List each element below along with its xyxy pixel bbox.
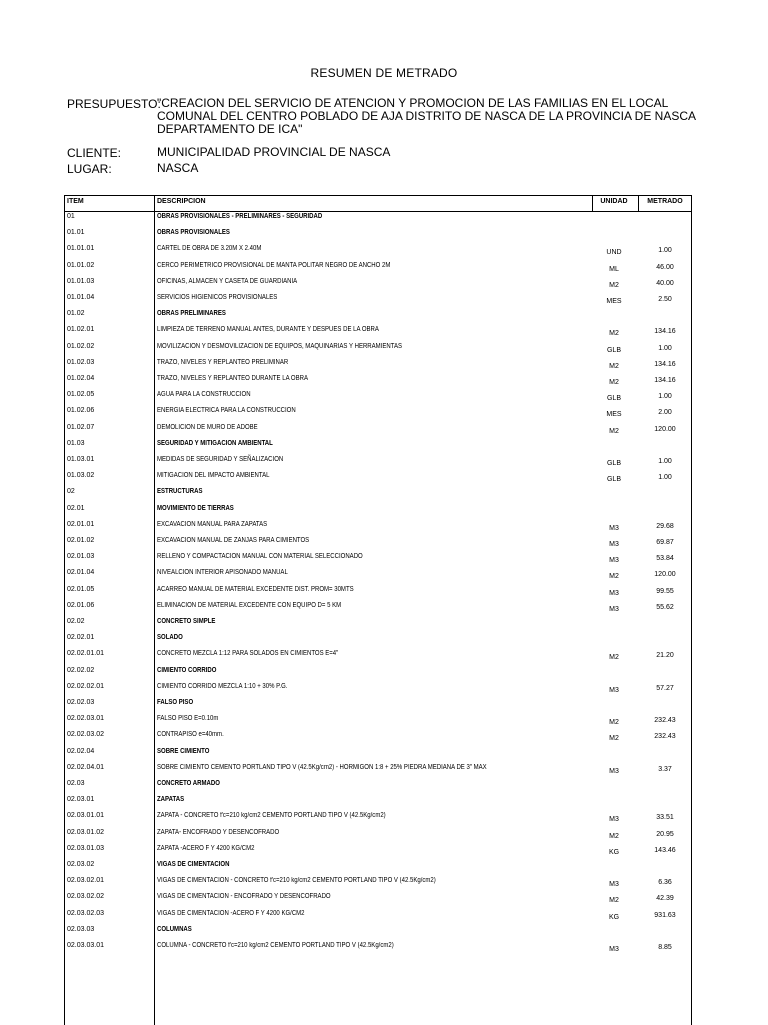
table-row — [65, 520, 691, 536]
row-unit: GLB — [606, 476, 621, 484]
table-row — [65, 698, 691, 714]
row-description: VIGAS DE CIMENTACION - CONCRETO f'c=210 kg/cm2 CEMENTO PORTLAND TIPO V (42.5Kg/cm2) — [157, 877, 436, 885]
row-unit: M2 — [609, 379, 619, 386]
row-item: 02 — [67, 488, 75, 496]
row-item: 02.03.01.01 — [67, 812, 104, 820]
row-description: VIGAS DE CIMENTACION - ENCOFRADO Y DESENCOFRADO — [157, 893, 331, 901]
row-metrado: 57.27 — [656, 684, 674, 692]
row-description: OBRAS PROVISIONALES — [157, 229, 230, 237]
table-row — [65, 828, 691, 844]
table-row — [65, 261, 691, 277]
table-row — [65, 601, 691, 617]
row-item: 01.02.06 — [67, 407, 95, 415]
row-description: CERCO PERIMETRICO PROVISIONAL DE MANTA POLITAR NEGRO DE ANCHO 2M — [157, 261, 391, 269]
row-metrado: 232.43 — [654, 733, 676, 741]
row-item: 01.02.07 — [67, 423, 95, 431]
row-metrado: 20.95 — [656, 830, 674, 838]
table-row — [65, 876, 691, 892]
row-description: SERVICIOS HIGIENICOS PROVISIONALES — [157, 294, 278, 301]
row-item: 01.02.04 — [67, 375, 95, 382]
row-item: 01.01.01 — [67, 245, 95, 253]
row-metrado: 143.46 — [654, 846, 676, 854]
row-unit: GLB — [606, 395, 621, 403]
column-divider-3 — [638, 196, 639, 212]
row-item: 02.02.01 — [67, 634, 95, 642]
row-metrado: 1.00 — [658, 393, 672, 401]
row-item: 02.03.01.03 — [67, 844, 104, 852]
row-description: DEMOLICION DE MURO DE ADOBE — [157, 423, 258, 431]
column-header-descripcion: DESCRIPCION — [157, 198, 206, 205]
row-unit: KG — [608, 848, 620, 856]
row-description: EXCAVACION MANUAL PARA ZAPATAS — [157, 520, 268, 528]
row-metrado: 120.00 — [654, 425, 676, 433]
row-metrado: 21.20 — [656, 652, 674, 660]
row-description: MEDIDAS DE SEGURIDAD Y SEÑALIZACION — [157, 456, 284, 463]
row-description: SEGURIDAD Y MITIGACION AMBIENTAL — [157, 439, 273, 447]
row-item: 02.01.03 — [67, 553, 95, 561]
row-item: 02.02.03.02 — [67, 731, 104, 739]
table-row — [65, 471, 691, 487]
table-row — [65, 892, 691, 908]
row-description: CONCRETO SIMPLE — [157, 618, 216, 625]
row-item: 02.02.02.01 — [67, 682, 104, 690]
table-row — [65, 763, 691, 779]
row-description: MOVIMIENTO DE TIERRAS — [157, 504, 234, 512]
lugar-value: NASCA — [157, 161, 199, 175]
row-unit: M3 — [609, 589, 619, 597]
row-description: VIGAS DE CIMENTACION — [157, 861, 230, 868]
row-description: CONTRAPISO e=40mm. — [157, 731, 224, 739]
row-unit: M3 — [609, 557, 619, 565]
row-description: OFICINAS, ALMACEN Y CASETA DE GUARDIANIA — [157, 277, 298, 285]
table-row — [65, 747, 691, 763]
row-unit: M3 — [609, 816, 619, 824]
row-unit: ML — [609, 265, 619, 273]
row-item: 02.03.01 — [67, 796, 95, 804]
row-item: 01.03 — [67, 439, 85, 447]
table-row — [65, 925, 691, 941]
table-row — [65, 909, 691, 925]
table-row — [65, 536, 691, 552]
row-description: AGUA PARA LA CONSTRUCCION — [157, 391, 251, 399]
table-row — [65, 941, 691, 957]
table-row — [65, 293, 691, 309]
table-row — [65, 730, 691, 746]
metrado-table — [64, 195, 692, 1025]
row-unit: M3 — [609, 767, 619, 775]
row-item: 01.02.01 — [67, 326, 95, 334]
row-description: CONCRETO ARMADO — [157, 780, 220, 787]
row-item: 01.01.03 — [67, 277, 95, 285]
table-row — [65, 439, 691, 455]
row-metrado: 134.16 — [654, 328, 676, 336]
column-header-item: ITEM — [67, 198, 84, 205]
table-row — [65, 504, 691, 520]
row-metrado: 6.36 — [658, 879, 672, 887]
row-description: SOLADO — [157, 634, 183, 642]
row-description: TRAZO, NIVELES Y REPLANTEO PRELIMINAR — [157, 358, 289, 366]
row-description: ESTRUCTURAS — [157, 488, 203, 496]
row-metrado: 33.51 — [656, 814, 674, 822]
row-metrado: 3.37 — [658, 765, 672, 773]
row-item: 02.03.03.01 — [67, 942, 104, 949]
table-row — [65, 585, 691, 601]
row-item: 02.01.04 — [67, 569, 95, 577]
row-unit: KG — [608, 913, 620, 921]
row-description: RELLENO Y COMPACTACION MANUAL CON MATERIAL SELECCIONADO — [157, 553, 363, 561]
row-unit: M3 — [609, 605, 619, 613]
row-description: FALSO PISO E=0.10m — [157, 715, 219, 723]
row-description: VIGAS DE CIMENTACION -ACERO F Y 4200 KG/CM2 — [157, 909, 305, 917]
table-row — [65, 844, 691, 860]
row-metrado: 134.16 — [654, 377, 676, 384]
row-item: 02.01.01 — [67, 520, 95, 528]
row-metrado: 40.00 — [656, 279, 674, 287]
row-metrado: 55.62 — [656, 603, 674, 611]
table-row — [65, 779, 691, 795]
row-item: 02.01 — [67, 504, 85, 512]
row-unit: GLB — [606, 460, 621, 467]
row-item: 02.03.01.02 — [67, 828, 104, 836]
table-row — [65, 860, 691, 876]
table-row — [65, 423, 691, 439]
table-row — [65, 552, 691, 568]
row-description: ZAPATA - CONCRETO f'c=210 kg/cm2 CEMENTO PORTLAND TIPO V (42.5Kg/cm2) — [157, 812, 386, 820]
table-row — [65, 374, 691, 390]
row-description: COLUMNA - CONCRETO f'c=210 kg/cm2 CEMENTO PORTLAND TIPO V (42.5Kg/cm2) — [157, 942, 394, 949]
row-metrado: 1.00 — [658, 458, 672, 465]
row-item: 02.01.05 — [67, 585, 95, 593]
row-metrado: 2.50 — [658, 296, 672, 303]
row-item: 01.02.02 — [67, 342, 95, 350]
table-row — [65, 795, 691, 811]
column-header-metrado: METRADO — [647, 198, 683, 205]
row-metrado: 42.39 — [656, 895, 674, 903]
row-item: 02.02 — [67, 618, 85, 625]
row-item: 01.01.02 — [67, 261, 95, 269]
table-row — [65, 212, 691, 228]
row-description: ENERGIA ELECTRICA PARA LA CONSTRUCCION — [157, 407, 296, 415]
table-row — [65, 455, 691, 471]
table-row — [65, 649, 691, 665]
row-metrado: 931.63 — [654, 911, 676, 919]
row-unit: GLB — [606, 346, 621, 354]
table-header — [65, 196, 691, 212]
row-item: 02.01.02 — [67, 537, 95, 544]
row-unit: UND — [606, 249, 622, 257]
row-item: 02.02.04 — [67, 747, 95, 755]
row-description: ELIMINACION DE MATERIAL EXCEDENTE CON EQUIPO D= 5 KM — [157, 601, 342, 609]
row-item: 02.03.02 — [67, 861, 95, 868]
row-item: 02.01.06 — [67, 601, 95, 609]
row-unit: MES — [606, 411, 622, 419]
row-description: FALSO PISO — [157, 699, 194, 706]
row-unit: M3 — [609, 686, 619, 694]
row-item: 01.03.01 — [67, 456, 95, 463]
row-unit: M2 — [609, 330, 619, 338]
table-row — [65, 633, 691, 649]
row-metrado: 232.43 — [654, 717, 676, 725]
page-title: RESUMEN DE METRADO — [310, 66, 458, 80]
table-row — [65, 390, 691, 406]
row-unit: M2 — [609, 897, 619, 905]
row-description: CIMIENTO CORRIDO MEZCLA 1:10 + 30% P.G. — [157, 682, 288, 690]
row-unit: M3 — [609, 946, 619, 953]
row-item: 01.02.05 — [67, 391, 95, 399]
table-row — [65, 277, 691, 293]
row-item: 02.03.02.03 — [67, 909, 104, 917]
row-description: ZAPATA -ACERO F Y 4200 KG/CM2 — [157, 844, 255, 852]
row-item: 02.02.01.01 — [67, 650, 104, 658]
row-description: OBRAS PRELIMINARES — [157, 310, 226, 318]
row-item: 02.02.03.01 — [67, 715, 104, 723]
row-unit: M2 — [609, 719, 619, 727]
row-unit: M2 — [609, 427, 619, 435]
cliente-value: MUNICIPALIDAD PROVINCIAL DE NASCA — [157, 145, 391, 159]
row-item: 02.03.02.01 — [67, 877, 104, 885]
row-description: CIMIENTO CORRIDO — [157, 666, 217, 674]
table-row — [65, 358, 691, 374]
row-unit: M3 — [609, 881, 619, 889]
table-row — [65, 617, 691, 633]
row-metrado: 1.00 — [658, 474, 672, 482]
table-row — [65, 228, 691, 244]
presupuesto-value: "CREACION DEL SERVICIO DE ATENCION Y PROMOCION DE LAS FAMILIAS EN EL LOCAL COMUNAL DEL CENTRO POBLADO DE AJA DISTRITO DE NASCA DE LA PROVINCIA DE NASCA DEPARTAMENTO DE ICA" — [157, 96, 696, 136]
table-row — [65, 811, 691, 827]
row-item: 02.03 — [67, 780, 85, 787]
row-description: ZAPATAS — [157, 796, 185, 804]
row-item: 02.03.02.02 — [67, 893, 104, 901]
row-description: SOBRE CIMIENTO — [157, 747, 210, 755]
row-item: 02.02.03 — [67, 699, 95, 706]
row-item: 01.01 — [67, 229, 85, 237]
row-description: MITIGACION DEL IMPACTO AMBIENTAL — [157, 472, 270, 480]
row-metrado: 8.85 — [658, 944, 672, 951]
row-item: 02.03.03 — [67, 925, 95, 933]
table-row — [65, 406, 691, 422]
table-row — [65, 309, 691, 325]
table-row — [65, 568, 691, 584]
row-item: 02.02.02 — [67, 666, 95, 674]
row-description: SOBRE CIMIENTO CEMENTO PORTLAND TIPO V (42.5Kg/cm2) - HORMIGON 1:8 + 25% PIEDRA MEDIANA DE 3" MAX — [157, 763, 487, 771]
table-row — [65, 666, 691, 682]
row-metrado: 99.55 — [656, 587, 674, 595]
row-metrado: 2.00 — [658, 409, 672, 417]
row-description: NIVEALCION INTERIOR APISONADO MANUAL — [157, 569, 288, 577]
row-description: MOVILIZACION Y DESMOVILIZACION DE EQUIPOS, MAQUINARIAS Y HERRAMIENTAS — [157, 342, 402, 350]
row-metrado: 69.87 — [656, 539, 674, 546]
row-item: 01.01.04 — [67, 294, 95, 301]
row-unit: M3 — [609, 524, 619, 532]
lugar-label: LUGAR: — [67, 162, 112, 176]
row-item: 01.03.02 — [67, 472, 95, 480]
row-unit: M2 — [609, 573, 619, 581]
row-item: 01 — [67, 213, 75, 220]
column-divider-2 — [592, 196, 593, 212]
row-item: 01.02.03 — [67, 358, 95, 366]
row-item: 02.02.04.01 — [67, 763, 104, 771]
row-unit: M2 — [609, 735, 619, 743]
table-row — [65, 682, 691, 698]
row-description: ZAPATA- ENCOFRADO Y DESENCOFRADO — [157, 828, 280, 836]
table-row — [65, 325, 691, 341]
row-item: 01.02 — [67, 310, 85, 318]
row-description: EXCAVACION MANUAL DE ZANJAS PARA CIMIENTOS — [157, 537, 310, 544]
row-metrado: 120.00 — [654, 571, 676, 579]
presupuesto-label: PRESUPUESTO: — [67, 97, 161, 111]
row-unit: M2 — [609, 281, 619, 289]
table-row — [65, 342, 691, 358]
row-metrado: 134.16 — [654, 360, 676, 368]
cliente-label: CLIENTE: — [67, 146, 122, 160]
table-row — [65, 487, 691, 503]
row-description: CONCRETO MEZCLA 1:12 PARA SOLADOS EN CIMIENTOS E=4" — [157, 650, 339, 658]
row-unit: MES — [606, 298, 622, 305]
row-unit: M2 — [609, 362, 619, 370]
row-description: OBRAS PROVISIONALES - PRELIMINARES - SEGURIDAD — [157, 213, 323, 220]
row-description: COLUMNAS — [157, 925, 192, 933]
column-header-unidad: UNIDAD — [600, 198, 628, 205]
row-unit: M2 — [609, 654, 619, 662]
row-description: TRAZO, NIVELES Y REPLANTEO DURANTE LA OBRA — [157, 375, 308, 382]
row-metrado: 1.00 — [658, 344, 672, 352]
row-description: ACARREO MANUAL DE MATERIAL EXCEDENTE DIST. PROM= 30MTS — [157, 585, 354, 593]
row-unit: M2 — [609, 832, 619, 840]
row-metrado: 29.68 — [656, 522, 674, 530]
row-description: LIMPIEZA DE TERRENO MANUAL ANTES, DURANTE Y DESPUES DE LA OBRA — [157, 326, 379, 334]
table-row — [65, 244, 691, 260]
row-metrado: 1.00 — [658, 247, 672, 255]
row-metrado: 53.84 — [656, 555, 674, 563]
table-row — [65, 714, 691, 730]
row-description: CARTEL DE OBRA DE 3.20M X 2.40M — [157, 245, 262, 253]
row-metrado: 46.00 — [656, 263, 674, 271]
row-unit: M3 — [609, 541, 619, 548]
